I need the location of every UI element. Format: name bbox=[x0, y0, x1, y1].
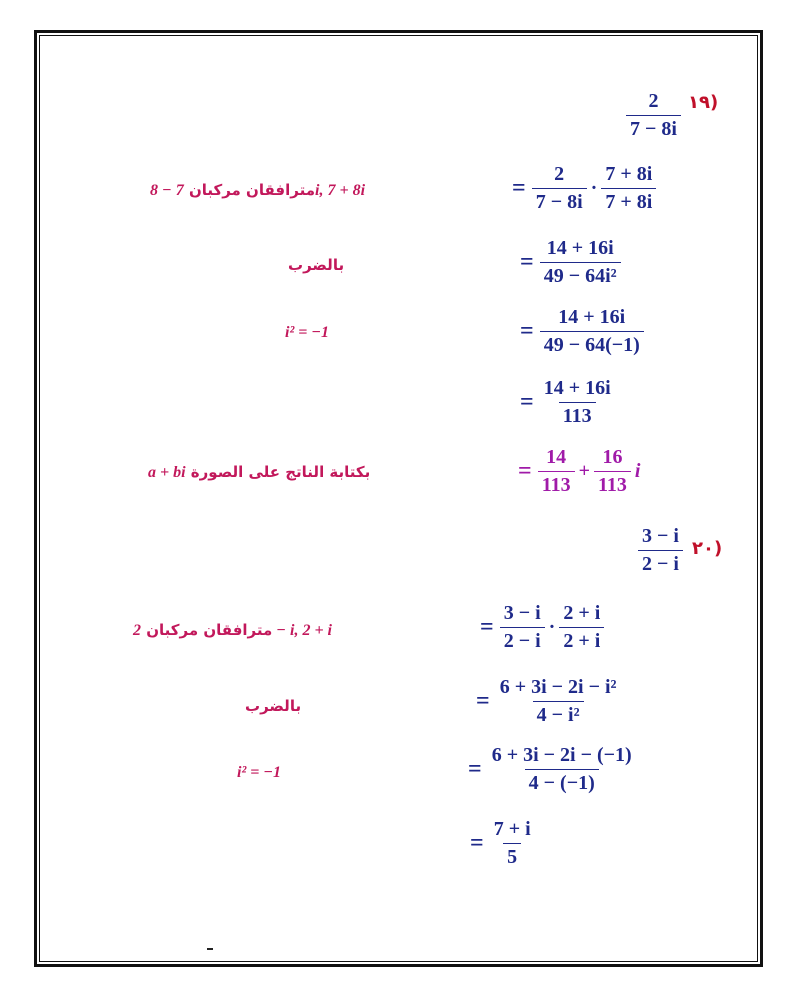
problem-20-label: ٢٠) bbox=[692, 538, 723, 559]
problem-20-step-3: = $\frac{6 + 3i - 2i - (-1)}{4 - (-1)}$ bbox=[468, 744, 632, 794]
problem-19-note-3: i² = −1 bbox=[285, 324, 330, 341]
problem-20-given: $\frac{3 - i}{2 - i}$ bbox=[636, 525, 685, 576]
problem-19-note-1: مترافقان مركبان 7 − 8i, 7 + 8i bbox=[150, 181, 366, 199]
problem-20-step-2: = $\frac{\text{6 + 3i − 2i − i²}}{\text{4 − i²}}$ bbox=[476, 676, 617, 726]
problem-19-note-5: a + bi بكتابة الناتج على الصورة bbox=[148, 463, 371, 481]
problem-19-step-1: = $\frac{2}{7 - 8i}$ · $\frac{7 + 8i}{7 + 8i}$ bbox=[512, 163, 658, 214]
problem-20-note-1: مترافقان مركبان 2 − i, 2 + i bbox=[133, 621, 332, 639]
problem-19-step-4: = $\frac{14 + 16i}{113}$ bbox=[520, 377, 611, 427]
problem-20-note-3: i² = −1 bbox=[237, 764, 282, 781]
problem-20-step-4: = $\frac{7 + i}{5}$ bbox=[470, 818, 531, 868]
problem-19-step-5: = $\frac{14}{113}$ + $\frac{16}{113}$ i bbox=[518, 446, 641, 496]
problem-19-step-2: = $\frac{14 + 16i}{\text{49 − 64i²}}$ bbox=[520, 237, 623, 288]
problem-19-step-3: = $\frac{14 + 16i}{49 - 64(-1)}$ bbox=[520, 306, 646, 357]
stray-mark bbox=[207, 948, 213, 950]
problem-19-given: $\frac{2}{7 - 8i}$ bbox=[624, 90, 683, 141]
problem-20-note-2: بالضرب bbox=[245, 697, 302, 715]
problem-19-note-2: بالضرب bbox=[288, 256, 345, 274]
problem-20-step-1: = $\frac{3 - i}{2 - i}$ · $\frac{2 + i}{2 + i}$ bbox=[480, 602, 606, 653]
problem-19-label: ١٩) bbox=[688, 92, 719, 113]
